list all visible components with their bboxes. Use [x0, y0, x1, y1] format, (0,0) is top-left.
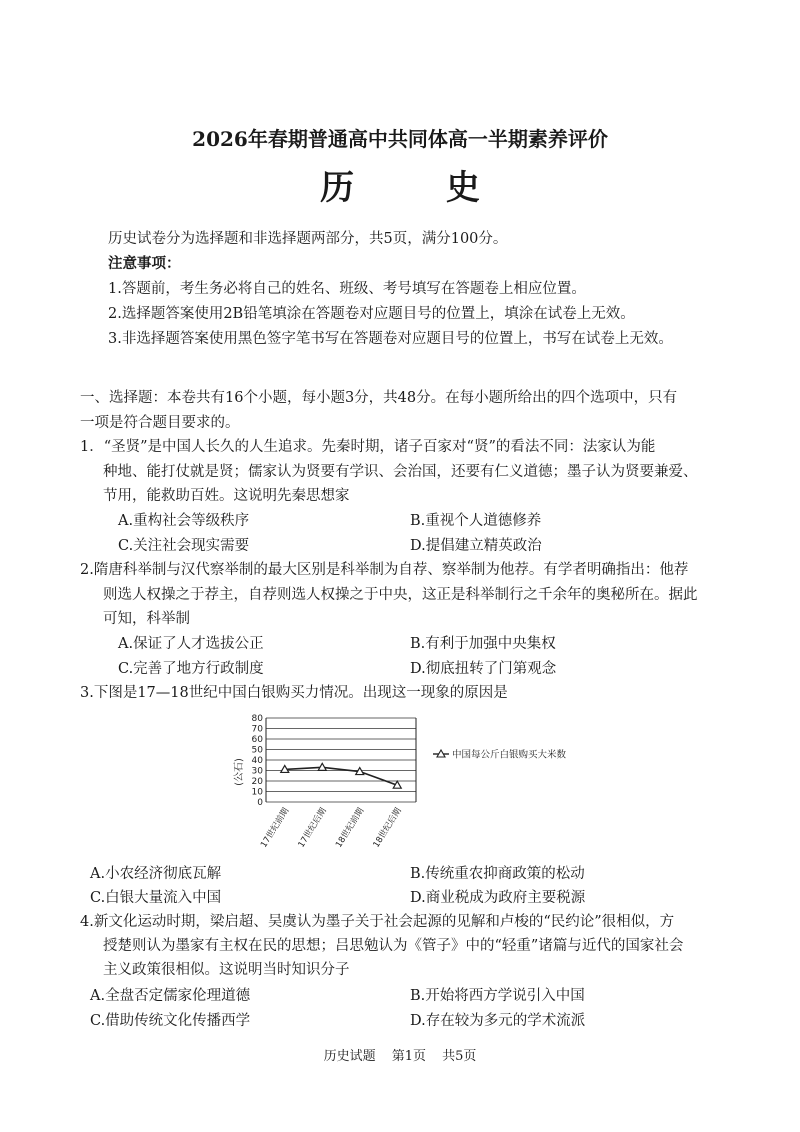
option-d: D.商业税成为政府主要税源 — [410, 890, 586, 906]
option-a: A.保证了人才选拔公正 — [118, 636, 264, 652]
silver-purchasing-power-chart — [228, 710, 598, 870]
option-c: C.完善了地方行政制度 — [118, 661, 264, 677]
option-d: D.彻底扭转了门第观念 — [410, 661, 557, 677]
notice-heading: 注意事项： — [108, 255, 181, 272]
footer-page: 第1页 — [391, 1049, 426, 1064]
y-axis-label: (公石) — [234, 758, 245, 786]
page-title: 2026年春期普通高中共同体高一半期素养评价 — [192, 127, 608, 151]
y-tick-label: 40 — [251, 756, 263, 766]
x-tick-label: 17世纪后期 — [296, 806, 329, 850]
option-a: A.全盘否定儒家伦理道德 — [90, 988, 251, 1004]
option-a: A.重构社会等级秩序 — [118, 513, 250, 529]
question-text: 3.下图是17—18世纪中国白银购买力情况。出现这一现象的原因是 — [80, 685, 508, 701]
y-tick-label: 10 — [251, 787, 263, 798]
question-text: 4.新文化运动时期，梁启超、吴虞认为墨子关于社会起源的见解和卢梭的“民约论”很相似，方 — [80, 914, 675, 930]
option-a: A.小农经济彻底瓦解 — [90, 866, 222, 882]
question-text: 可知，科举制 — [103, 611, 190, 627]
y-tick-label: 30 — [251, 766, 263, 777]
question-text: 则选人权操之于荐主，自荐则选人权操之于中央，这正是科举制行之千余年的奥秘所在。据此 — [103, 587, 698, 603]
x-tick-label: 18世纪前期 — [334, 806, 367, 850]
option-d: D.提倡建立精英政治 — [410, 538, 542, 554]
option-c: C.白银大量流入中国 — [90, 890, 222, 906]
y-tick-label: 60 — [251, 735, 263, 745]
question-text: 授楚则认为墨家有主权在民的思想；吕思勉认为《管子》中的“轻重”诸篇与近代的国家社会 — [103, 938, 684, 954]
option-b: B.传统重农抑商政策的松动 — [410, 866, 585, 882]
option-c: C.借助传统文化传播西学 — [90, 1013, 251, 1029]
series-line — [285, 767, 398, 785]
option-b: B.开始将西方学说引入中国 — [410, 988, 585, 1004]
legend-label: 中国每公斤白银购买大米数 — [452, 749, 567, 761]
notice-item: 3.非选择题答案使用黑色签字笔书写在答题卷对应题目号的位置上，书写在试卷上无效。 — [108, 331, 673, 347]
intro-text: 历史试卷分为选择题和非选择题两部分，共5页，满分100分。 — [108, 231, 508, 247]
page-footer — [0, 1045, 800, 1064]
question-text: 1．“圣贤”是中国人长久的人生追求。先秦时期，诸子百家对“贤”的看法不同：法家认为能 — [80, 439, 656, 455]
x-tick-label: 17世纪前期 — [259, 806, 292, 850]
option-c: C.关注社会现实需要 — [118, 538, 250, 554]
y-tick-label: 50 — [251, 745, 263, 756]
subject-title: 历 史 — [320, 168, 520, 208]
y-tick-label: 0 — [257, 798, 263, 808]
section-heading: 一项是符合题目要求的。 — [80, 415, 240, 431]
footer-title: 历史试题 — [323, 1049, 376, 1064]
y-tick-label: 20 — [251, 777, 263, 787]
option-b: B.重视个人道德修养 — [410, 513, 542, 529]
notice-item: 1.答题前，考生务必将自己的姓名、班级、考号填写在答题卷上相应位置。 — [108, 281, 586, 297]
question-text: 节用，能救助百姓。这说明先秦思想家 — [103, 488, 350, 504]
option-b: B.有利于加强中央集权 — [410, 636, 556, 652]
x-tick-label: 18世纪后期 — [371, 806, 404, 850]
footer-total: 共5页 — [442, 1049, 477, 1064]
question-text: 主义政策很相似。这说明当时知识分子 — [103, 962, 350, 978]
y-tick-label: 70 — [251, 724, 263, 735]
section-heading: 一、选择题：本卷共有16个小题，每小题3分，共48分。在每小题所给出的四个选项中，只有 — [80, 390, 678, 406]
option-d: D.存在较为多元的学术流派 — [410, 1013, 586, 1029]
question-text: 2.隋唐科举制与汉代察举制的最大区别是科举制为自荐、察举制为他荐。有学者明确指出：他荐 — [80, 562, 689, 578]
notice-item: 2.选择题答案使用2B铅笔填涂在答题卷对应题目号的位置上，填涂在试卷上无效。 — [108, 306, 635, 322]
y-tick-label: 80 — [251, 714, 263, 724]
question-text: 种地、能打仗就是贤；儒家认为贤要有学识、会治国，还要有仁义道德；墨子认为贤要兼爱、 — [103, 464, 698, 480]
